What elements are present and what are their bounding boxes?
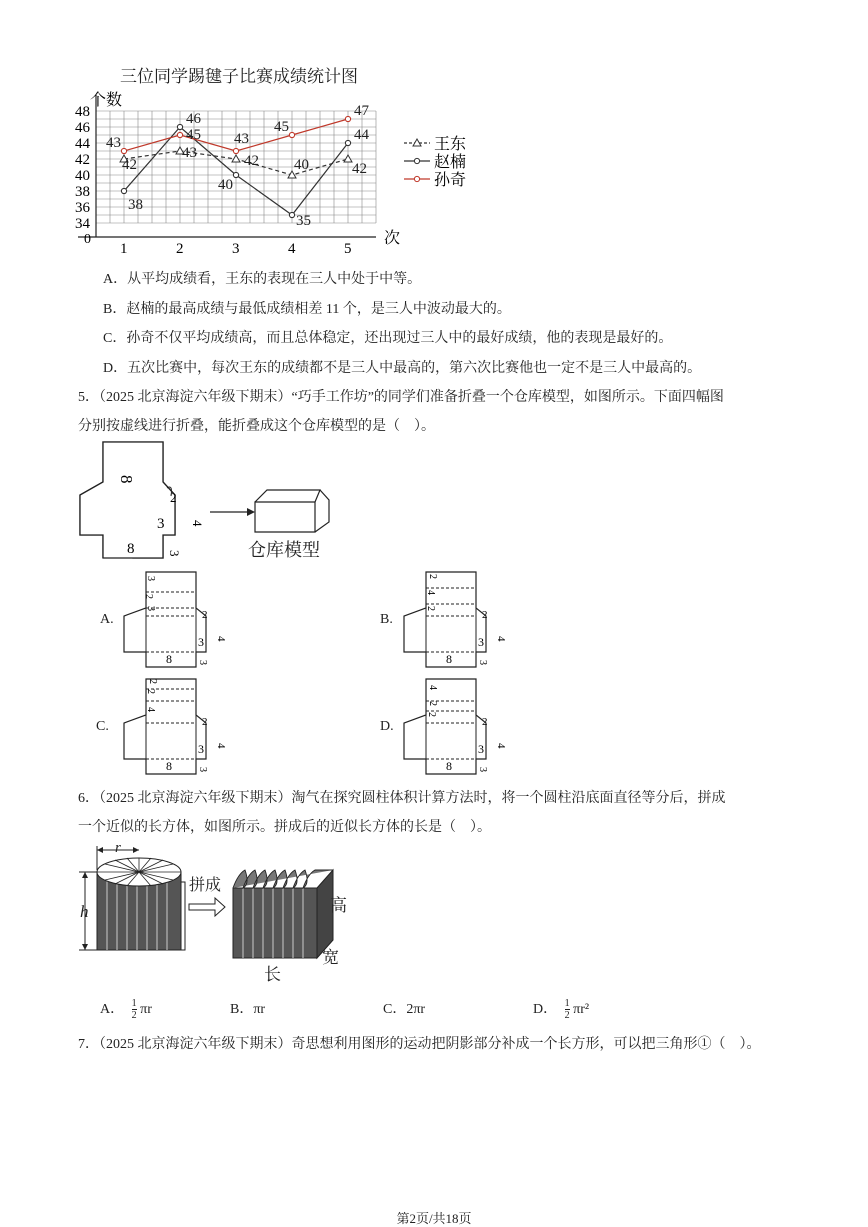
page-footer: 第2页/共18页 xyxy=(396,1211,472,1226)
svg-text:3: 3 xyxy=(477,660,488,665)
x-tick-label: 3 xyxy=(232,241,240,255)
svg-text:2: 2 xyxy=(425,606,436,611)
fraction-numerator: 1 xyxy=(131,998,137,1010)
data-label: 42 xyxy=(352,161,367,177)
data-label: 44 xyxy=(354,127,369,143)
svg-text:3: 3 xyxy=(167,550,182,557)
net-option-a xyxy=(118,570,238,670)
svg-text:3: 3 xyxy=(478,742,484,756)
data-point xyxy=(345,116,350,121)
data-point xyxy=(121,148,126,153)
data-label: 40 xyxy=(218,177,233,193)
legend-marker xyxy=(414,158,419,163)
svg-text:4: 4 xyxy=(215,636,227,642)
chart-title: 三位同学踢毽子比赛成绩统计图 xyxy=(120,67,358,87)
data-point xyxy=(289,212,294,217)
q6-option-c: C．2πr xyxy=(383,1002,426,1017)
svg-text:4: 4 xyxy=(495,743,507,749)
svg-text:2: 2 xyxy=(145,689,156,694)
y-tick-label: 42 xyxy=(75,152,90,168)
q6-option-a xyxy=(100,998,152,1021)
svg-text:2: 2 xyxy=(426,712,437,717)
model-label: 仓库模型 xyxy=(248,540,320,561)
option-a: A．从平均成绩看，王东的表现在三人中处于中等。 xyxy=(103,272,422,287)
svg-text:2: 2 xyxy=(482,609,488,621)
y-tick-label: 46 xyxy=(75,120,90,136)
data-label: 42 xyxy=(122,157,137,173)
svg-text:2: 2 xyxy=(170,490,177,505)
net-option-b-label: B. xyxy=(380,612,393,627)
question-7: 7．（2025 北京海淀六年级下期末）奇思想利用图形的运动把阴影部分补成一个长方形，可以把三角形①（ ）。 xyxy=(78,1037,761,1052)
data-point xyxy=(233,148,238,153)
data-point xyxy=(121,188,126,193)
svg-text:3: 3 xyxy=(478,635,484,649)
y-tick-label: 48 xyxy=(75,104,90,120)
svg-text:8: 8 xyxy=(117,475,136,484)
chart-legend xyxy=(404,135,466,189)
legend-label: 王东 xyxy=(434,136,467,153)
svg-text:3: 3 xyxy=(197,660,208,665)
label-h: h xyxy=(80,902,89,921)
data-point xyxy=(232,155,240,162)
fraction-denominator: 2 xyxy=(131,1010,137,1022)
question-5-line2: 分别按虚线进行折叠，能折叠成这个仓库模型的是（ ）。 xyxy=(78,419,435,434)
data-label: 35 xyxy=(296,213,311,229)
q6-option-d-fraction xyxy=(565,998,570,1021)
svg-text:2: 2 xyxy=(143,594,154,599)
net-option-d xyxy=(398,677,518,777)
option-c: C．孙奇不仅平均成绩高，而且总体稳定，还出现过三人中的最好成绩，他的表现是最好的。 xyxy=(103,331,673,346)
net-option-c-label: C. xyxy=(96,719,109,734)
q6-option-d-letter: D． xyxy=(533,1002,558,1017)
svg-text:3: 3 xyxy=(198,742,204,756)
y-tick-label: 44 xyxy=(75,136,90,152)
svg-text:2: 2 xyxy=(202,716,208,728)
legend-label: 孙奇 xyxy=(434,172,467,189)
question-6-line2: 一个近似的长方体，如图所示。拼成后的近似长方体的长是（ ）。 xyxy=(78,820,491,835)
svg-text:4: 4 xyxy=(190,520,205,527)
svg-text:4: 4 xyxy=(495,636,507,642)
svg-text:4: 4 xyxy=(427,685,438,690)
label-width: 宽 xyxy=(322,948,339,968)
net-option-c xyxy=(118,677,238,777)
y-tick-label: 38 xyxy=(75,184,90,200)
svg-text:2: 2 xyxy=(147,679,158,684)
data-point xyxy=(289,132,294,137)
svg-text:2: 2 xyxy=(202,609,208,621)
svg-text:4: 4 xyxy=(145,707,156,712)
net-option-a-label: A. xyxy=(100,612,114,627)
svg-text:3: 3 xyxy=(157,516,165,532)
data-label: 43 xyxy=(182,145,197,161)
data-label: 38 xyxy=(128,197,143,213)
legend-marker xyxy=(414,176,419,181)
svg-text:2: 2 xyxy=(482,716,488,728)
line-chart xyxy=(70,85,490,255)
data-label: 40 xyxy=(294,157,309,173)
svg-text:3: 3 xyxy=(198,635,204,649)
y-tick-label: 36 xyxy=(75,200,90,216)
x-tick-label: 1 xyxy=(120,241,128,255)
data-point xyxy=(177,132,182,137)
svg-text:3: 3 xyxy=(145,576,156,581)
svg-text:8: 8 xyxy=(446,759,452,773)
svg-text:3: 3 xyxy=(145,606,156,611)
data-label: 45 xyxy=(186,127,201,143)
svg-text:3: 3 xyxy=(477,767,488,772)
data-label: 45 xyxy=(274,119,289,135)
label-r: r xyxy=(115,840,121,856)
data-label: 46 xyxy=(186,111,201,127)
data-point xyxy=(233,172,238,177)
x-tick-label: 2 xyxy=(176,241,184,255)
q6-option-a-letter: A． xyxy=(100,1002,125,1017)
q6-option-a-tail: πr xyxy=(140,1002,152,1017)
svg-text:8: 8 xyxy=(166,652,172,666)
svg-text:8: 8 xyxy=(127,541,135,557)
net-option-d-label: D. xyxy=(380,719,394,734)
q6-option-d-tail: πr² xyxy=(573,1002,590,1017)
y-tick-label: 34 xyxy=(75,216,90,232)
y-tick-label: 40 xyxy=(75,168,90,184)
label-make: 拼成 xyxy=(189,875,222,894)
svg-text:2: 2 xyxy=(427,701,438,706)
label-height: 高 xyxy=(330,896,347,916)
option-b: B．赵楠的最高成绩与最低成绩相差 11 个，是三人中波动最大的。 xyxy=(103,302,511,317)
data-label: 43 xyxy=(234,131,249,147)
data-label: 42 xyxy=(244,153,259,169)
q6-option-d xyxy=(533,998,589,1021)
svg-text:8: 8 xyxy=(446,652,452,666)
svg-text:2: 2 xyxy=(427,574,438,579)
svg-text:4: 4 xyxy=(425,590,436,595)
svg-text:8: 8 xyxy=(166,759,172,773)
y-axis-title: 个数 xyxy=(90,92,123,109)
data-point xyxy=(345,140,350,145)
question-5-line1: 5．（2025 北京海淀六年级下期末）“巧手工作坊”的同学们准备折叠一个仓库模型，如图所示。下面四幅图 xyxy=(78,390,724,405)
option-d: D．五次比赛中，每次王东的成绩都不是三人中最高的，第六次比赛他也一定不是三人中最高的。 xyxy=(103,361,702,376)
data-point xyxy=(344,155,352,162)
fraction-denominator: 2 xyxy=(564,1010,570,1022)
svg-text:4: 4 xyxy=(215,743,227,749)
data-label: 47 xyxy=(354,103,369,119)
label-length: 长 xyxy=(264,965,281,985)
legend-label: 赵楠 xyxy=(434,154,467,171)
data-point xyxy=(177,124,182,129)
data-label: 43 xyxy=(106,135,121,151)
origin-label: 0 xyxy=(84,232,91,247)
question-6-line1: 6．（2025 北京海淀六年级下期末）淘气在探究圆柱体积计算方法时，将一个圆柱沿底面直径等分后，拼成 xyxy=(78,791,726,806)
q6-option-a-fraction xyxy=(132,998,137,1021)
x-tick-label: 5 xyxy=(344,241,352,255)
x-axis-title: 次 xyxy=(384,230,401,247)
net-option-b xyxy=(398,570,518,670)
x-tick-label: 4 xyxy=(288,241,296,255)
q6-option-b: B．πr xyxy=(230,1002,266,1017)
svg-text:3: 3 xyxy=(197,767,208,772)
fraction-numerator: 1 xyxy=(564,998,570,1010)
